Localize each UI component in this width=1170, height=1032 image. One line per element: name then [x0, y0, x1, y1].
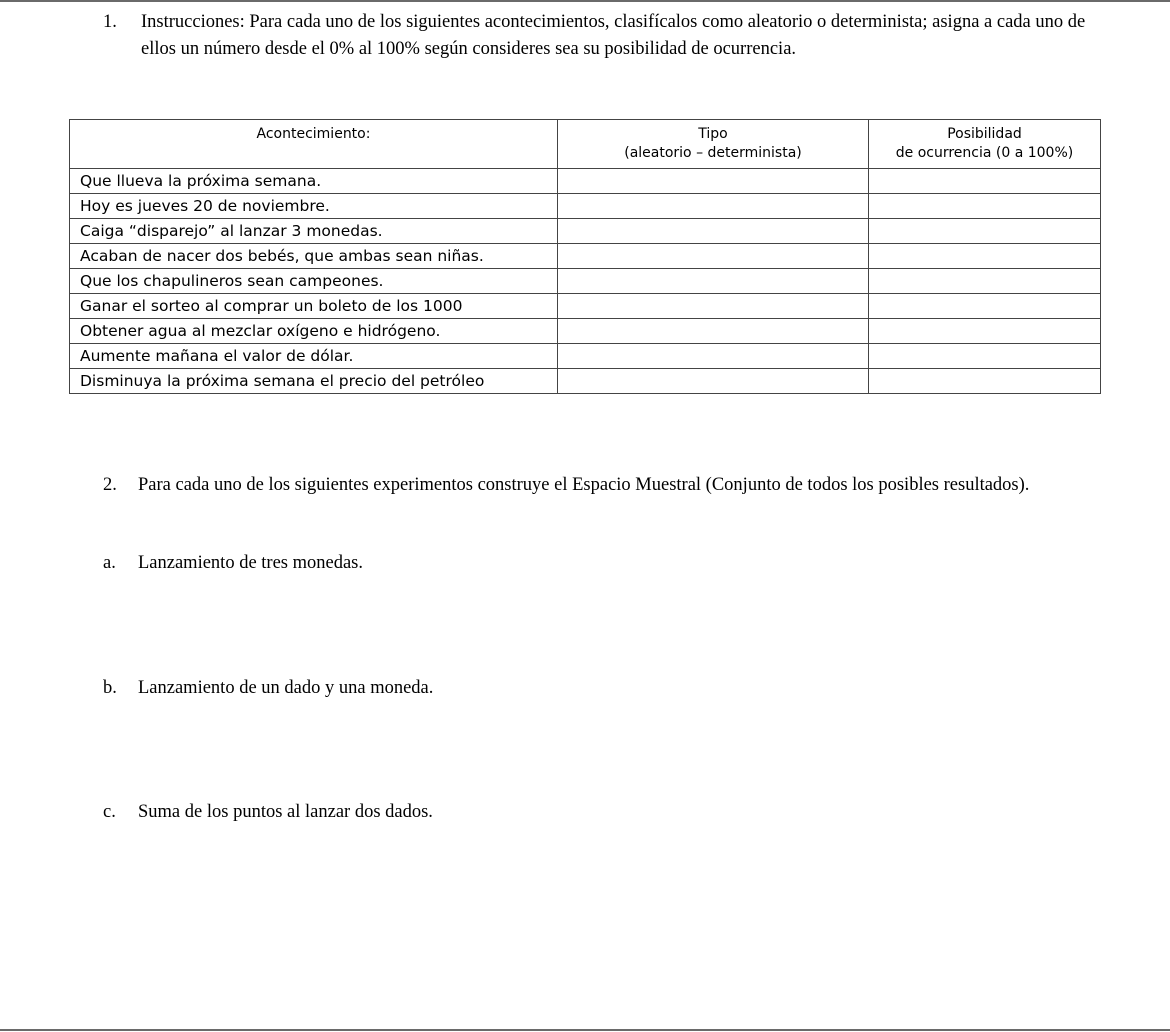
event-cell: Caiga “disparejo” al lanzar 3 monedas.: [70, 219, 558, 244]
question-1-text: Instrucciones: Para cada uno de los siguientes acontecimientos, clasifícalos como aleatorio o determinista; asigna a cada uno de ellos un número desde el 0% al 100% según consideres sea su posibilidad de ocurrencia.: [141, 12, 1086, 59]
experiment-c: [103, 800, 433, 824]
header-type-line1: Tipo: [698, 126, 728, 142]
type-cell[interactable]: [558, 169, 869, 194]
table-row: [70, 219, 1101, 244]
header-probability-line1: Posibilidad: [947, 126, 1022, 142]
question-1: [103, 9, 1113, 63]
events-table: [69, 119, 1101, 394]
probability-cell[interactable]: [869, 344, 1101, 369]
table-header-row: [70, 120, 1101, 169]
type-cell[interactable]: [558, 319, 869, 344]
experiment-b-text: Lanzamiento de un dado y una moneda.: [138, 678, 434, 698]
event-cell: Que llueva la próxima semana.: [70, 169, 558, 194]
top-rule: [0, 0, 1170, 2]
header-type-line2: (aleatorio – determinista): [624, 145, 802, 161]
experiment-b: [103, 676, 433, 700]
experiment-c-text: Suma de los puntos al lanzar dos dados.: [138, 802, 433, 822]
type-cell[interactable]: [558, 194, 869, 219]
event-cell: Ganar el sorteo al comprar un boleto de los 1000: [70, 294, 558, 319]
probability-cell[interactable]: [869, 369, 1101, 394]
probability-cell[interactable]: [869, 194, 1101, 219]
probability-cell[interactable]: [869, 319, 1101, 344]
bottom-rule: [0, 1029, 1170, 1031]
header-event: [70, 120, 558, 169]
table-row: [70, 169, 1101, 194]
header-type: [558, 120, 869, 169]
header-event-label: Acontecimiento:: [256, 126, 371, 142]
header-probability-line2: de ocurrencia (0 a 100%): [895, 145, 1074, 161]
type-cell[interactable]: [558, 344, 869, 369]
probability-cell[interactable]: [869, 219, 1101, 244]
event-cell: Acaban de nacer dos bebés, que ambas sean niñas.: [70, 244, 558, 269]
table-row: [70, 344, 1101, 369]
type-cell[interactable]: [558, 244, 869, 269]
probability-cell[interactable]: [869, 294, 1101, 319]
question-2: [103, 470, 1113, 501]
type-cell[interactable]: [558, 294, 869, 319]
event-cell: Hoy es jueves 20 de noviembre.: [70, 194, 558, 219]
probability-cell[interactable]: [869, 269, 1101, 294]
event-cell: Que los chapulineros sean campeones.: [70, 269, 558, 294]
table-row: [70, 319, 1101, 344]
type-cell[interactable]: [558, 269, 869, 294]
probability-cell[interactable]: [869, 244, 1101, 269]
event-cell: Disminuya la próxima semana el precio del petróleo: [70, 369, 558, 394]
event-cell: Obtener agua al mezclar oxígeno e hidrógeno.: [70, 319, 558, 344]
experiment-a-letter: a.: [103, 553, 116, 573]
table-row: [70, 194, 1101, 219]
probability-cell[interactable]: [869, 169, 1101, 194]
table-row: [70, 244, 1101, 269]
experiment-c-letter: c.: [103, 802, 116, 822]
experiment-b-letter: b.: [103, 678, 117, 698]
experiment-a-text: Lanzamiento de tres monedas.: [138, 553, 363, 573]
table-row: [70, 369, 1101, 394]
experiment-a: [103, 551, 363, 575]
header-probability: [869, 120, 1101, 169]
question-1-number: 1.: [103, 12, 117, 32]
type-cell[interactable]: [558, 219, 869, 244]
event-cell: Aumente mañana el valor de dólar.: [70, 344, 558, 369]
table-row: [70, 269, 1101, 294]
type-cell[interactable]: [558, 369, 869, 394]
question-2-text: Para cada uno de los siguientes experimentos construye el Espacio Muestral (Conjunto de todos los posibles resultados).: [138, 475, 1030, 495]
question-2-number: 2.: [103, 475, 117, 495]
table-row: [70, 294, 1101, 319]
